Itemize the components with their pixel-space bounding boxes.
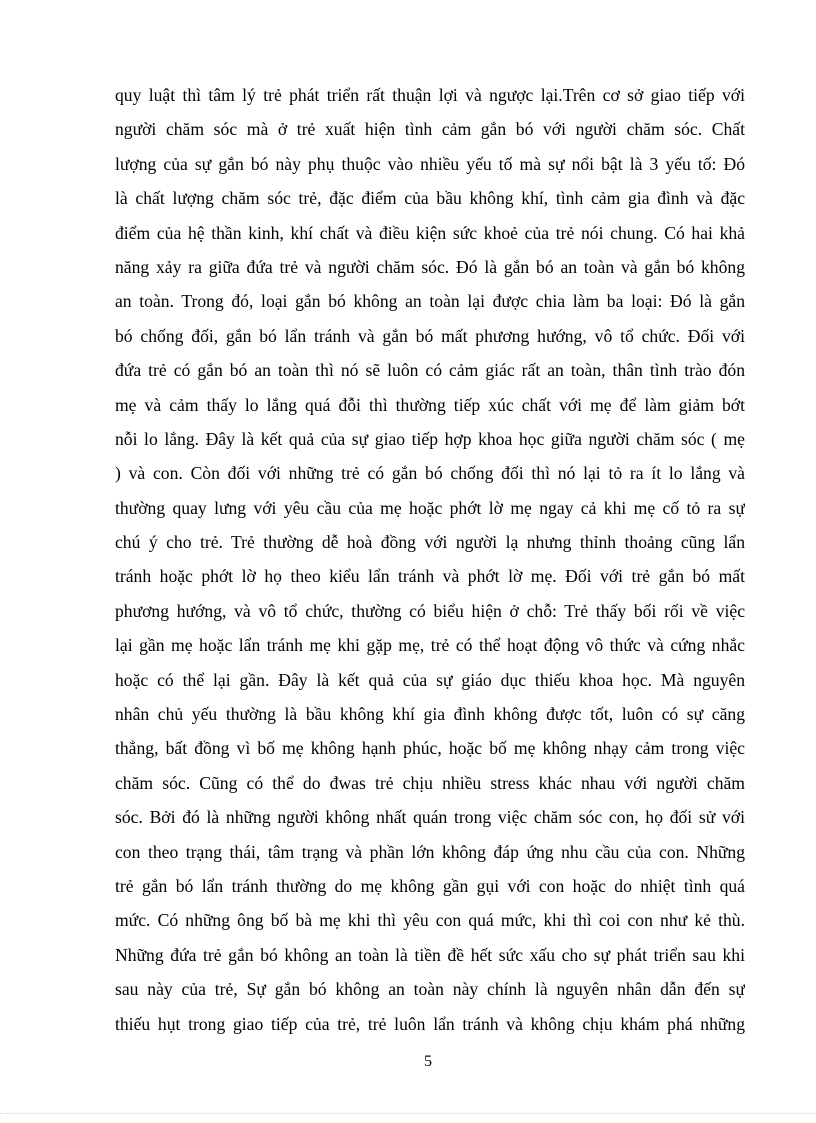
text-line: thiếu hụt trong giao tiếp của trẻ, trẻ luôn lẩn tránh và không chịu khám phá những bbox=[115, 1013, 745, 1034]
text-line: sóc. Bởi đó là những người không nhất quán trong việc chăm sóc con, họ đối sử với bbox=[115, 807, 745, 828]
text-line: an toàn. Trong đó, loại gắn bó không an toàn lại được chia làm ba loại: Đó là gắn bbox=[115, 291, 745, 312]
text-line: bó chống đối, gắn bó lẩn tránh và gắn bó mất phương hướng, vô tổ chức. Đối với bbox=[115, 325, 745, 346]
text-line: năng xảy ra giữa đứa trẻ và người chăm sóc. Đó là gắn bó an toàn và gắn bó không bbox=[115, 256, 745, 277]
text-line: quy luật thì tâm lý trẻ phát triển rất thuận lợi và ngược lại.Trên cơ sở giao tiếp với bbox=[115, 85, 745, 105]
text-line: phương hướng, và vô tổ chức, thường có biểu hiện ở chỗ: Trẻ thấy bối rối về việc bbox=[115, 600, 745, 621]
text-line: chú ý cho trẻ. Trẻ thường dễ hoà đồng với người lạ nhưng thỉnh thoảng cũng lẩn bbox=[115, 532, 745, 553]
page-bottom-divider bbox=[0, 1113, 816, 1114]
text-line: Những đứa trẻ gắn bó không an toàn là tiền đề hết sức xấu cho sự phát triển sau khi bbox=[115, 944, 745, 965]
text-line: là chất lượng chăm sóc trẻ, đặc điểm của bầu không khí, tình cảm gia đình và đặc bbox=[115, 188, 745, 209]
text-line: đứa trẻ có gắn bó an toàn thì nó sẽ luôn có cảm giác rất an toàn, thân tình trào đón bbox=[115, 360, 745, 381]
page-number: 5 bbox=[424, 1053, 432, 1070]
text-line: thường quay lưng với yêu cầu của mẹ hoặc phớt lờ mẹ ngay cả khi mẹ cố tỏ ra sự bbox=[115, 497, 745, 518]
text-line: ) và con. Còn đối với những trẻ có gắn bó chống đối thì nó lại tỏ ra ít lo lắng và bbox=[115, 463, 745, 484]
text-line: nỗi lo lắng. Đây là kết quả của sự giao tiếp hợp khoa học giữa người chăm sóc ( mẹ bbox=[115, 428, 745, 449]
text-line: thẳng, bất đồng vì bố mẹ không hạnh phúc, hoặc bố mẹ không nhạy cảm trong việc bbox=[115, 738, 745, 759]
text-line: sau này của trẻ, Sự gắn bó không an toàn này chính là nguyên nhân dẫn đến sự bbox=[115, 979, 745, 1000]
text-line: chăm sóc. Cũng có thể do đwas trẻ chịu nhiều stress khác nhau với người chăm bbox=[115, 772, 745, 793]
text-line: con theo trạng thái, tâm trạng và phần lớn không đáp ứng nhu cầu của con. Những bbox=[115, 841, 745, 862]
text-line: mẹ và cảm thấy lo lắng quá đỗi thì thường tiếp xúc chất với mẹ để làm giảm bớt bbox=[115, 394, 745, 415]
text-line: trẻ gắn bó lẩn tránh thường do mẹ không gần gụi với con hoặc do nhiệt tình quá bbox=[115, 875, 745, 896]
text-line: hoặc có thể lại gần. Đây là kết quả của sự giáo dục thiếu khoa học. Mà nguyên bbox=[115, 669, 745, 690]
text-line: nhân chủ yếu thường là bầu không khí gia đình không được tốt, luôn có sự căng bbox=[115, 704, 745, 725]
text-line: lượng của sự gắn bó này phụ thuộc vào nhiều yếu tố mà sự nổi bật là 3 yếu tố: Đó bbox=[115, 153, 745, 174]
text-line: người chăm sóc mà ở trẻ xuất hiện tình cảm gắn bó với người chăm sóc. Chất bbox=[115, 119, 745, 140]
text-line: mức. Có những ông bố bà mẹ khi thì yêu con quá mức, khi thì coi con như kẻ thù. bbox=[115, 910, 745, 931]
text-line: lại gần mẹ hoặc lẩn tránh mẹ khi gặp mẹ, trẻ có thể hoạt động vô thức và cứng nhắc bbox=[115, 635, 745, 656]
text-line: tránh hoặc phớt lờ họ theo kiểu lẩn tránh và phớt lờ mẹ. Đối với trẻ gắn bó mất bbox=[115, 566, 745, 587]
text-line: điểm của hệ thần kinh, khí chất và điều kiện sức khoẻ của trẻ nói chung. Có hai khả bbox=[115, 222, 745, 243]
body-text bbox=[115, 78, 745, 1041]
